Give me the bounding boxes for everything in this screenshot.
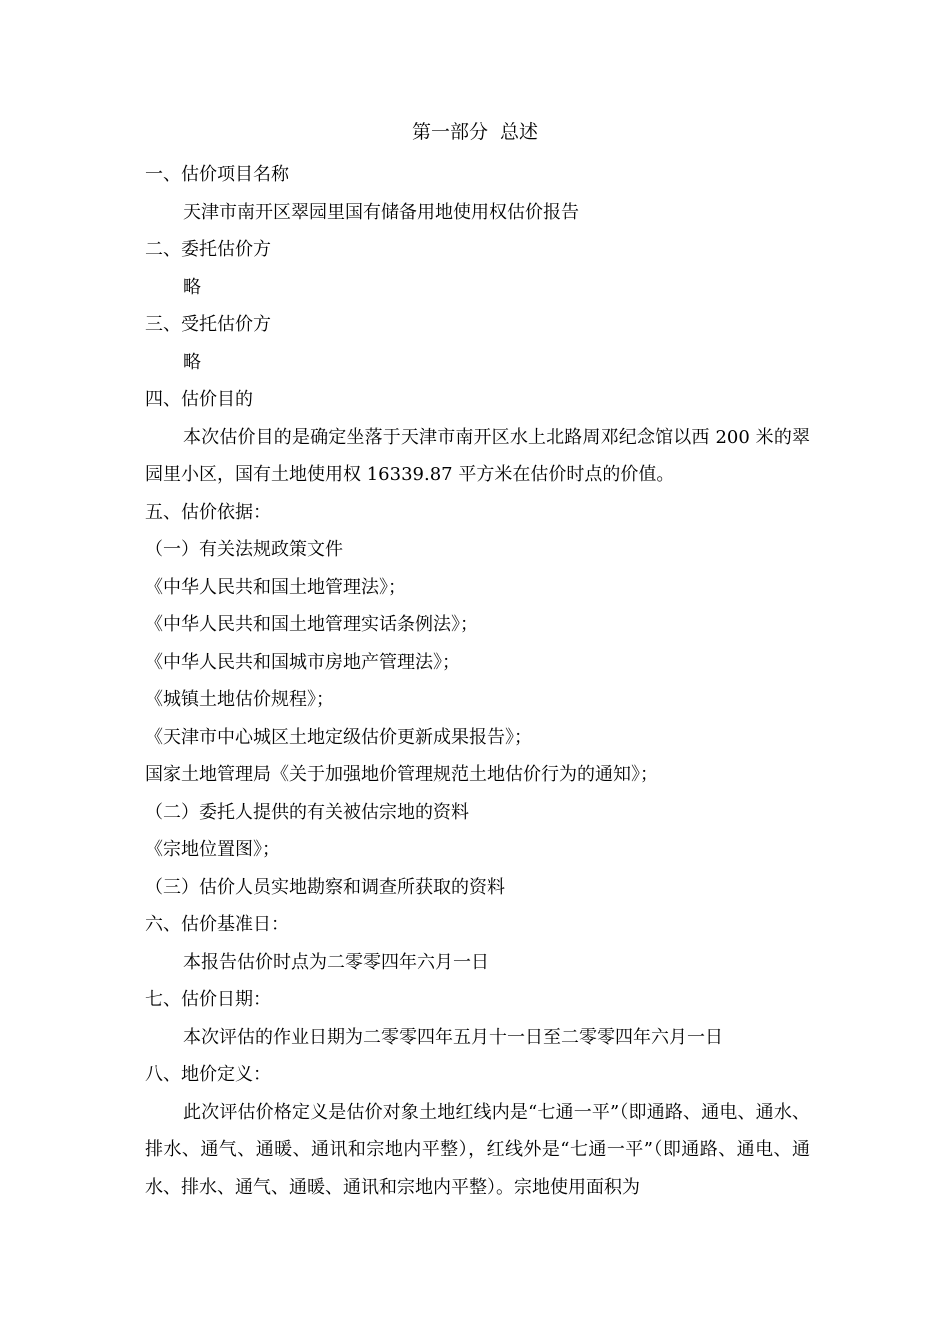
section-heading-project-name: 一、估价项目名称 — [145, 164, 289, 185]
basis-item: 《宗地位置图》； — [145, 839, 280, 860]
basis-item: 《中华人民共和国城市房地产管理法》； — [145, 651, 460, 673]
client-text: 略 — [183, 276, 201, 298]
purpose-paragraph: 本次估价目的是确定坐落于天津市南开区水上北路周邓纪念馆以西 200 米的翠园里小区，国有土地使用权 16339.87 平方米在估价时点的价值。 — [145, 426, 810, 485]
section-heading-appraiser: 三、受托估价方 — [145, 314, 271, 335]
page-title: 第一部分 总述 — [411, 121, 539, 143]
basis-item: 《城镇土地估价规程》； — [145, 689, 334, 710]
basis-subheading-regulations: （一）有关法规政策文件 — [145, 539, 343, 560]
basis-item: 《中华人民共和国土地管理实话条例法》； — [145, 614, 478, 635]
section-heading-appraisal-date: 七、估价日期： — [145, 989, 271, 1010]
document-body — [145, 156, 810, 1206]
project-name-text: 天津市南开区翠园里国有储备用地使用权估价报告 — [183, 201, 579, 223]
section-heading-basis: 五、估价依据： — [145, 501, 271, 523]
section-heading-base-date: 六、估价基准日： — [145, 914, 289, 935]
price-definition-paragraph: 此次评估价格定义是估价对象土地红线内是“七通一平”（即通路、通电、通水、排水、通气、通暖、通讯和宗地内平整），红线外是“七通一平”（即通路、通电、通水、排水、通气、通暖、通讯和宗地内平整）。宗地使用面积为 — [145, 1101, 810, 1198]
base-date-text: 本报告估价时点为二零零四年六月一日 — [183, 951, 489, 973]
section-heading-price-definition: 八、地价定义： — [145, 1064, 271, 1085]
section-heading-client: 二、委托估价方 — [145, 239, 271, 260]
section-heading-purpose: 四、估价目的 — [145, 389, 253, 410]
basis-item: 《天津市中心城区土地定级估价更新成果报告》； — [145, 726, 532, 748]
basis-subheading-survey: （三）估价人员实地勘察和调查所获取的资料 — [145, 876, 505, 898]
basis-item: 国家土地管理局《关于加强地价管理规范土地估价行为的通知》； — [145, 764, 658, 785]
basis-item: 《中华人民共和国土地管理法》； — [145, 576, 406, 598]
appraisal-date-text: 本次评估的作业日期为二零零四年五月十一日至二零零四年六月一日 — [183, 1026, 723, 1048]
appraiser-text: 略 — [183, 351, 201, 373]
basis-subheading-client-materials: （二）委托人提供的有关被估宗地的资料 — [145, 801, 469, 823]
